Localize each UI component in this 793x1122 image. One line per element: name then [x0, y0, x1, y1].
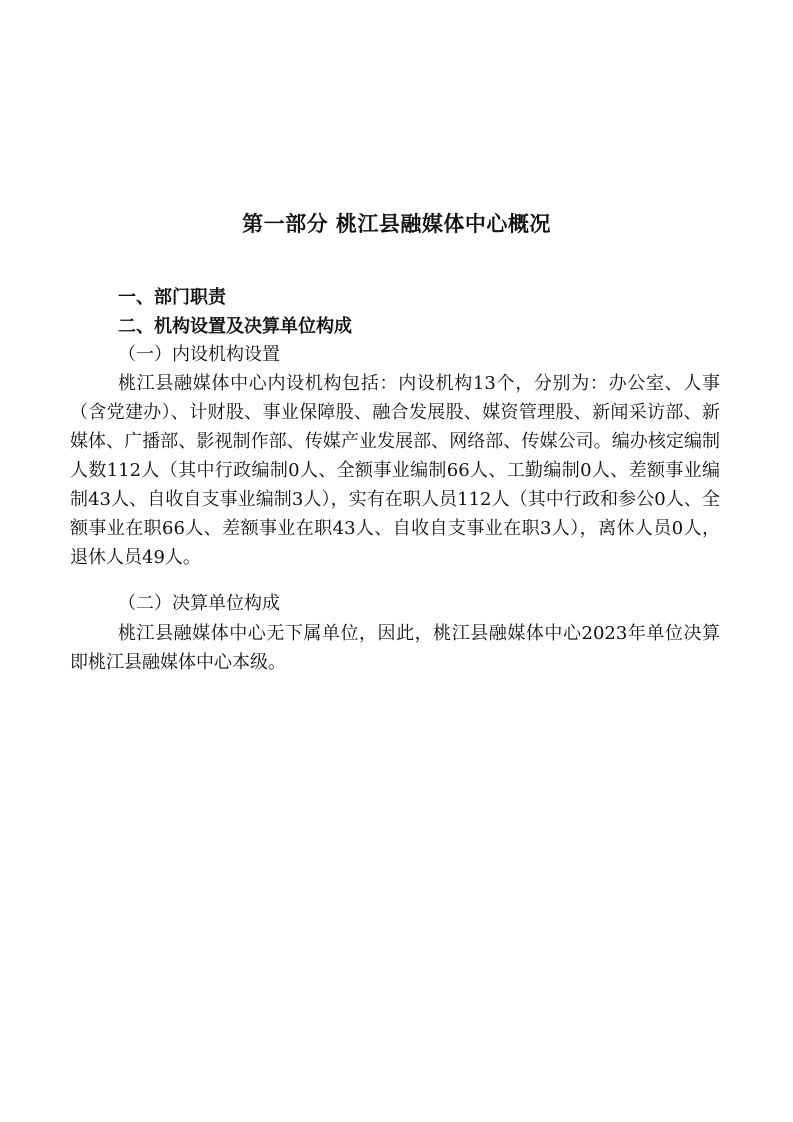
paragraph-internal-structure: 桃江县融媒体中心内设机构包括：内设机构13个，分别为：办公室、人事（含党建办）、计财股、事业保障股、融合发展股、媒资管理股、新闻采访部、新媒体、广播部、影视制作部、传媒产业发展部、网络部、传媒公司。编办核定编制人数112人（其中行政编制0人、全额事业编制66人、工勤编制0人、差额事业编制43人、自收自支事业编制3人），实有在职人员112人（其中行政和参公0人、全额事业在职66人、差额事业在职43人、自收自支事业在职3人），离休人员0人，退休人员49人。	[70, 373, 720, 568]
page-title: 第一部分 桃江县融媒体中心概况	[242, 211, 551, 236]
section-heading-organization: 二、机构设置及决算单位构成	[118, 316, 352, 337]
paragraph-accounting-units: 桃江县融媒体中心无下属单位，因此，桃江县融媒体中心2023年单位决算即桃江县融媒体中心本级。	[70, 623, 720, 673]
subsection-heading-internal-structure: （一）内设机构设置	[118, 344, 280, 365]
section-heading-duties: 一、部门职责	[118, 287, 226, 308]
subsection-heading-accounting-units: （二）决算单位构成	[118, 593, 280, 614]
